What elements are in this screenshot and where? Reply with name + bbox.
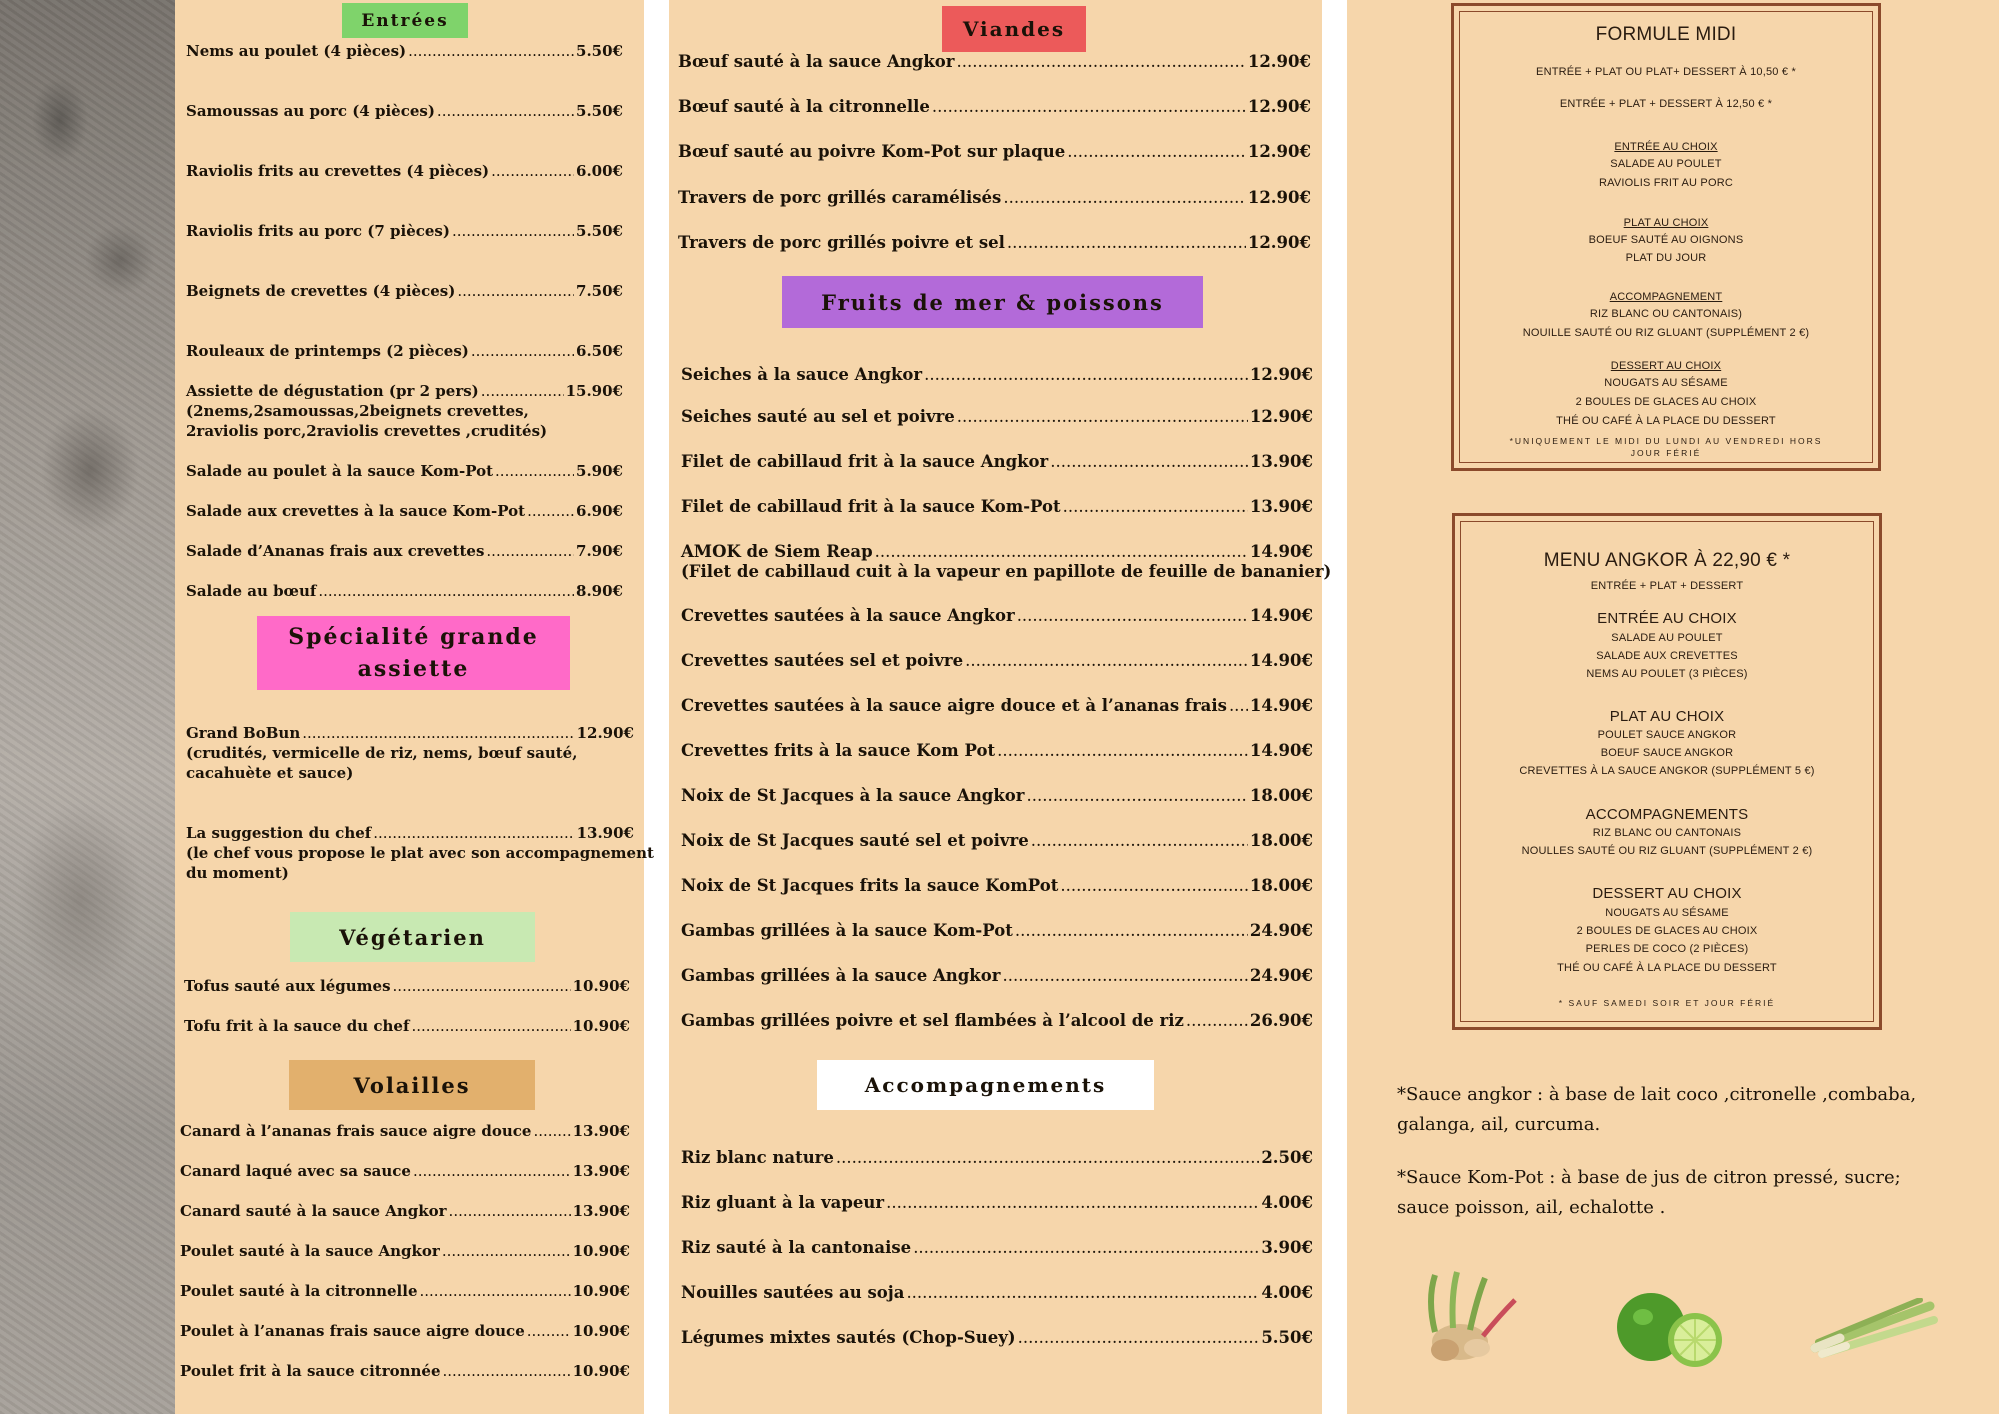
- menu-item-price: 5.50€: [576, 222, 623, 240]
- menu-item-name: Canard sauté à la sauce Angkor: [180, 1202, 447, 1220]
- section-header-volailles: Volailles: [289, 1060, 535, 1110]
- dot-leader: [457, 281, 574, 301]
- menu-item-price: 7.90€: [576, 542, 623, 560]
- menu-item-name: Tofus sauté aux légumes: [184, 977, 391, 995]
- menu-item-price: 12.90€: [1247, 97, 1311, 116]
- menu-item-name: Poulet frit à la sauce citronnée: [180, 1362, 441, 1380]
- box-line: THÉ OU CAFÉ À LA PLACE DU DESSERT: [1557, 962, 1777, 974]
- menu-item-price: 5.50€: [576, 102, 623, 120]
- menu-item-name: Nouilles sautées au soja: [681, 1283, 905, 1302]
- box-line: BOEUF SAUTÉ AU OIGNONS: [1588, 234, 1744, 246]
- menu-item: [180, 1161, 630, 1181]
- box-line: RIZ BLANC OU CANTONAIS: [1592, 827, 1742, 839]
- dot-leader: [1026, 786, 1247, 806]
- menu-item-price: 18.00€: [1249, 831, 1313, 850]
- dot-leader: [1015, 921, 1248, 941]
- menu-item-price: 5.50€: [576, 42, 623, 60]
- menu-item: [681, 407, 1313, 427]
- menu-item-price: 14.90€: [1249, 651, 1313, 670]
- menu-item-price: 15.90€: [565, 382, 623, 400]
- section-header-vegetarien: Végétarien: [290, 912, 535, 962]
- menu-item: [186, 823, 634, 843]
- menu-item-name: Travers de porc grillés poivre et sel: [678, 233, 1005, 252]
- menu-item-name: Crevettes sautées à la sauce Angkor: [681, 606, 1015, 625]
- dot-leader: [495, 461, 574, 481]
- menu-item: [678, 142, 1311, 162]
- box-line: PLAT AU CHOIX: [1623, 217, 1709, 229]
- menu-item-name: Salade aux crevettes à la sauce Kom-Pot: [186, 502, 526, 520]
- section-header-viandes: Viandes: [942, 6, 1086, 52]
- box-line: DESSERT AU CHOIX: [1610, 360, 1722, 372]
- menu-item-price: 10.90€: [572, 1242, 630, 1260]
- dot-leader: [1186, 1011, 1248, 1031]
- menu-item-price: 12.90€: [1249, 365, 1313, 384]
- menu-angkor-box: [1452, 513, 1882, 1030]
- box-line: FORMULE MIDI: [1595, 24, 1737, 45]
- dot-leader: [957, 407, 1248, 427]
- menu-item-price: 12.90€: [1247, 233, 1311, 252]
- menu-item-name: Samoussas au porc (4 pièces): [186, 102, 435, 120]
- menu-item-name: Travers de porc grillés caramélisés: [678, 188, 1002, 207]
- dot-leader: [411, 1016, 570, 1036]
- menu-item-price: 13.90€: [572, 1162, 630, 1180]
- menu-item-price: 18.00€: [1249, 786, 1313, 805]
- menu-item-description: (crudités, vermicelle de riz, nems, bœuf sauté, cacahuète et sauce): [186, 744, 578, 782]
- galangal-root: [1431, 1272, 1515, 1361]
- menu-item: [681, 1238, 1313, 1258]
- box-line: ENTRÉE + PLAT + DESSERT À 12,50 € *: [1559, 98, 1773, 110]
- box-line: ENTRÉE + PLAT + DESSERT: [1590, 580, 1744, 592]
- section-header-entrees: Entrées: [342, 3, 468, 38]
- menu-item-name: Poulet sauté à la sauce Angkor: [180, 1242, 440, 1260]
- box-line: THÉ OU CAFÉ À LA PLACE DU DESSERT: [1556, 415, 1776, 427]
- menu-item: [186, 41, 623, 61]
- dot-leader: [1017, 606, 1248, 626]
- menu-item: [681, 651, 1313, 671]
- dot-leader: [318, 581, 574, 601]
- menu-item: [681, 365, 1313, 385]
- menu-item: [180, 1241, 630, 1261]
- menu-item-price: 13.90€: [576, 824, 634, 842]
- dot-leader: [1229, 696, 1248, 716]
- box-line: RIZ BLANC OU CANTONAIS): [1589, 308, 1743, 320]
- menu-item-price: 10.90€: [572, 1017, 630, 1035]
- menu-item: [681, 876, 1313, 896]
- menu-item: [186, 221, 623, 241]
- menu-item-name: Poulet à l’ananas frais sauce aigre douce: [180, 1322, 525, 1340]
- dot-leader: [1060, 876, 1248, 896]
- menu-item-name: Seiches sauté au sel et poivre: [681, 407, 955, 426]
- menu-item-price: 4.00€: [1261, 1193, 1313, 1212]
- menu-item: [681, 831, 1313, 851]
- menu-item: [681, 1283, 1313, 1303]
- menu-item: [681, 966, 1313, 986]
- menu-item-name: Riz gluant à la vapeur: [681, 1193, 885, 1212]
- dot-leader: [836, 1148, 1259, 1168]
- menu-item: [184, 1016, 630, 1036]
- menu-item-price: 13.90€: [1249, 497, 1313, 516]
- menu-item: [681, 606, 1313, 626]
- dot-leader: [527, 501, 574, 521]
- section-header-fruits-de-mer: Fruits de mer & poissons: [782, 276, 1203, 328]
- lemongrass-stalks: [1815, 1300, 1934, 1354]
- menu-item-name: Gambas grillées poivre et sel flambées à l’alcool de riz: [681, 1011, 1184, 1030]
- menu-panel-left: [175, 0, 654, 1414]
- menu-item: [678, 233, 1311, 253]
- box-line: JOUR FÉRIÉ: [1630, 448, 1702, 458]
- box-line: ENTRÉE AU CHOIX: [1614, 141, 1718, 153]
- menu-item: [681, 1328, 1313, 1348]
- menu-item-name: Bœuf sauté à la citronnelle: [678, 97, 930, 116]
- lemongrass-icon: [1810, 1298, 1938, 1358]
- menu-item-name: Crevettes sautées sel et poivre: [681, 651, 964, 670]
- box-line: *UNIQUEMENT LE MIDI DU LUNDI AU VENDREDI HORS: [1509, 436, 1823, 446]
- dot-leader: [1018, 1328, 1260, 1348]
- dot-leader: [924, 365, 1248, 385]
- menu-item-price: 14.90€: [1249, 741, 1313, 760]
- menu-item-description: (le chef vous propose le plat avec son accompagnement du moment): [186, 844, 654, 882]
- dot-leader: [471, 341, 574, 361]
- menu-item: [180, 1321, 630, 1341]
- menu-item: [678, 188, 1311, 208]
- box-line: ACCOMPAGNEMENT: [1609, 291, 1723, 303]
- menu-item-name: Noix de St Jacques frits la sauce KomPot: [681, 876, 1059, 895]
- menu-item: [681, 786, 1313, 806]
- specialite-header-line2: assiette: [357, 656, 470, 682]
- menu-item-name: Canard laqué avec sa sauce: [180, 1162, 411, 1180]
- menu-item-price: 13.90€: [1249, 452, 1313, 471]
- box-line: DESSERT AU CHOIX: [1592, 885, 1742, 902]
- menu-item-price: 14.90€: [1249, 696, 1313, 715]
- dot-leader: [1003, 188, 1246, 208]
- menu-item-name: Filet de cabillaud frit à la sauce Angkor: [681, 452, 1049, 471]
- menu-item: [186, 161, 623, 181]
- section-header-specialite: [257, 616, 570, 690]
- dot-leader: [437, 101, 574, 121]
- box-line: ENTRÉE + PLAT OU PLAT+ DESSERT À 10,50 € *: [1536, 66, 1796, 78]
- menu-item-name: AMOK de Siem Reap: [681, 542, 873, 561]
- menu-item-name: Crevettes sautées à la sauce aigre douce et à l’ananas frais: [681, 696, 1227, 715]
- dot-leader: [393, 976, 571, 996]
- box-line: ENTRÉE AU CHOIX: [1597, 610, 1737, 627]
- menu-item: [186, 723, 634, 743]
- dot-leader: [302, 723, 574, 743]
- menu-item-name: Riz sauté à la cantonaise: [681, 1238, 912, 1257]
- menu-item-name: Salade d’Ananas frais aux crevettes: [186, 542, 485, 560]
- menu-item-name: Légumes mixtes sautés (Chop-Suey): [681, 1328, 1016, 1347]
- dot-leader: [997, 741, 1248, 761]
- dot-leader: [906, 1283, 1259, 1303]
- menu-item-price: 10.90€: [572, 977, 630, 995]
- menu-item: [678, 52, 1311, 72]
- dot-leader: [965, 651, 1248, 671]
- specialite-header-line1: Spécialité grande: [288, 624, 539, 650]
- dot-leader: [1002, 966, 1247, 986]
- dot-leader: [449, 1201, 571, 1221]
- box-line: 2 BOULES DE GLACES AU CHOIX: [1575, 396, 1757, 408]
- menu-item: [186, 501, 623, 521]
- menu-item: [186, 281, 623, 301]
- menu-item: [184, 976, 630, 996]
- dot-leader: [491, 161, 574, 181]
- menu-item-price: 2.50€: [1261, 1148, 1313, 1167]
- menu-item: [180, 1121, 630, 1141]
- sauce-angkor-note: *Sauce angkor : à base de lait coco ,citronelle ,combaba, galanga, ail, curcuma.: [1397, 1084, 1917, 1135]
- box-line: NOUGATS AU SÉSAME: [1605, 907, 1729, 919]
- dot-leader: [373, 823, 574, 843]
- menu-item: [180, 1281, 630, 1301]
- dot-leader: [886, 1193, 1259, 1213]
- menu-item: [681, 921, 1313, 941]
- menu-item-name: Beignets de crevettes (4 pièces): [186, 282, 456, 300]
- box-line: RAVIOLIS FRIT AU PORC: [1599, 177, 1733, 189]
- menu-item-price: 26.90€: [1249, 1011, 1313, 1030]
- menu-item-price: 6.90€: [576, 502, 623, 520]
- menu-item-name: Filet de cabillaud frit à la sauce Kom-Pot: [681, 497, 1061, 516]
- menu-item-price: 12.90€: [1247, 142, 1311, 161]
- menu-item: [681, 1148, 1313, 1168]
- dot-leader: [486, 541, 574, 561]
- dot-leader: [452, 221, 574, 241]
- menu-item-price: 5.90€: [576, 462, 623, 480]
- dot-leader: [913, 1238, 1259, 1258]
- dot-leader: [956, 52, 1245, 72]
- menu-item-price: 10.90€: [572, 1282, 630, 1300]
- menu-item: [681, 741, 1313, 761]
- menu-item: [681, 542, 1313, 562]
- dot-leader: [1063, 497, 1248, 517]
- menu-item: [678, 97, 1311, 117]
- menu-item-price: 14.90€: [1249, 606, 1313, 625]
- menu-item: [186, 341, 623, 361]
- kaffir-lime-icon: [1613, 1285, 1728, 1370]
- menu-item-price: 10.90€: [572, 1322, 630, 1340]
- menu-item: [681, 1193, 1313, 1213]
- menu-item-price: 6.50€: [576, 342, 623, 360]
- menu-item-name: Tofu frit à la sauce du chef: [184, 1017, 410, 1035]
- menu-item-price: 24.90€: [1249, 921, 1313, 940]
- menu-item-price: 5.50€: [1261, 1328, 1313, 1347]
- box-line: PLAT DU JOUR: [1625, 252, 1707, 264]
- box-line: MENU ANGKOR À 22,90 € *: [1543, 550, 1791, 571]
- menu-item-name: Nems au poulet (4 pièces): [186, 42, 407, 60]
- dot-leader: [533, 1121, 570, 1141]
- menu-item-name: Raviolis frits au crevettes (4 pièces): [186, 162, 490, 180]
- dot-leader: [527, 1321, 571, 1341]
- menu-item-price: 13.90€: [572, 1202, 630, 1220]
- menu-item-name: Salade au poulet à la sauce Kom-Pot: [186, 462, 494, 480]
- menu-item-price: 12.90€: [1249, 407, 1313, 426]
- menu-item: [681, 696, 1313, 716]
- menu-item-name: Bœuf sauté à la sauce Angkor: [678, 52, 955, 71]
- box-line: PERLES DE COCO (2 PIÈCES): [1585, 943, 1749, 955]
- menu-item: [681, 452, 1313, 472]
- box-line: ACCOMPAGNEMENTS: [1585, 806, 1749, 823]
- dot-leader: [408, 41, 574, 61]
- menu-item: [186, 541, 623, 561]
- box-line: NOUILLE SAUTÉ OU RIZ GLUANT (SUPPLÉMENT 2 €): [1522, 327, 1810, 339]
- menu-item-name: Salade au bœuf: [186, 582, 317, 600]
- dot-leader: [413, 1161, 571, 1181]
- menu-item-name: Canard à l’ananas frais sauce aigre douce: [180, 1122, 532, 1140]
- menu-item: [186, 581, 623, 601]
- menu-item: [681, 1011, 1313, 1031]
- menu-item-price: 12.90€: [576, 724, 634, 742]
- menu-item-price: 10.90€: [572, 1362, 630, 1380]
- menu-item-price: 12.90€: [1247, 52, 1311, 71]
- menu-item: [186, 381, 623, 401]
- menu-item-name: Assiette de dégustation (pr 2 pers): [186, 382, 479, 400]
- menu-item-name: Gambas grillées à la sauce Kom-Pot: [681, 921, 1013, 940]
- angkor-apsara-statue-image: [0, 0, 175, 1414]
- dot-leader: [420, 1281, 571, 1301]
- menu-item-price: 8.90€: [576, 582, 623, 600]
- box-line: CREVETTES À LA SAUCE ANGKOR (SUPPLÉMENT 5 €): [1519, 765, 1815, 777]
- box-line: SALADE AUX CREVETTES: [1596, 650, 1738, 662]
- menu-item-description: (Filet de cabillaud cuit à la vapeur en papillote de feuille de bananier): [681, 562, 1332, 581]
- menu-item-price: 6.00€: [576, 162, 623, 180]
- menu-item-name: Noix de St Jacques sauté sel et poivre: [681, 831, 1029, 850]
- box-line: 2 BOULES DE GLACES AU CHOIX: [1576, 925, 1758, 937]
- menu-item-price: 18.00€: [1249, 876, 1313, 895]
- menu-item: [186, 101, 623, 121]
- menu-item-name: Noix de St Jacques à la sauce Angkor: [681, 786, 1025, 805]
- dot-leader: [875, 542, 1248, 562]
- box-line: SALADE AU POULET: [1610, 158, 1722, 170]
- kaffir-lime-fruits: [1617, 1293, 1722, 1367]
- menu-item-price: 4.00€: [1261, 1283, 1313, 1302]
- menu-item: [180, 1201, 630, 1221]
- menu-panel-center: [669, 0, 1332, 1414]
- menu-item-price: 24.90€: [1249, 966, 1313, 985]
- dot-leader: [1031, 831, 1248, 851]
- menu-item-description: (2nems,2samoussas,2beignets crevettes, 2raviolis porc,2raviolis crevettes ,crudités): [186, 402, 548, 440]
- box-line: PLAT AU CHOIX: [1609, 708, 1725, 725]
- menu-item: [186, 461, 623, 481]
- dot-leader: [442, 1241, 571, 1261]
- menu-item: [681, 497, 1313, 517]
- menu-item-name: Poulet sauté à la citronnelle: [180, 1282, 418, 1300]
- section-header-accompagnements: Accompagnements: [817, 1060, 1154, 1110]
- menu-item-name: Grand BoBun: [186, 724, 301, 742]
- menu-item-price: 13.90€: [572, 1122, 630, 1140]
- box-line: NEMS AU POULET (3 PIÈCES): [1586, 668, 1748, 680]
- menu-item-name: Crevettes frits à la sauce Kom Pot: [681, 741, 996, 760]
- dot-leader: [481, 381, 564, 401]
- menu-item-price: 12.90€: [1247, 188, 1311, 207]
- menu-item-price: 14.90€: [1249, 542, 1313, 561]
- menu-item-name: Bœuf sauté au poivre Kom-Pot sur plaque: [678, 142, 1066, 161]
- menu-item-price: 7.50€: [576, 282, 623, 300]
- box-line: POULET SAUCE ANGKOR: [1597, 729, 1737, 741]
- dot-leader: [1050, 452, 1248, 472]
- box-line: SALADE AU POULET: [1611, 632, 1723, 644]
- dot-leader: [932, 97, 1246, 117]
- menu-item-price: 3.90€: [1261, 1238, 1313, 1257]
- menu-item-name: La suggestion du chef: [186, 824, 372, 842]
- menu-item: [180, 1361, 630, 1381]
- dot-leader: [1007, 233, 1246, 253]
- galangal-icon: [1405, 1270, 1525, 1370]
- menu-item-name: Seiches à la sauce Angkor: [681, 365, 923, 384]
- menu-item-name: Gambas grillées à la sauce Angkor: [681, 966, 1001, 985]
- dot-leader: [1067, 142, 1246, 162]
- dot-leader: [443, 1361, 571, 1381]
- formule-midi-box: [1451, 3, 1881, 471]
- box-line: BOEUF SAUCE ANGKOR: [1600, 747, 1734, 759]
- box-line: NOULLES SAUTÉ OU RIZ GLUANT (SUPPLÉMENT 2 €): [1521, 845, 1813, 857]
- sauce-kompot-note: *Sauce Kom-Pot : à base de jus de citron pressé, sucre; sauce poisson, ail, echalotte .: [1397, 1167, 1901, 1218]
- box-line: NOUGATS AU SÉSAME: [1604, 377, 1728, 389]
- menu-item-name: Riz blanc nature: [681, 1148, 834, 1167]
- menu-item-name: Raviolis frits au porc (7 pièces): [186, 222, 450, 240]
- menu-item-name: Rouleaux de printemps (2 pièces): [186, 342, 469, 360]
- box-line: * SAUF SAMEDI SOIR ET JOUR FÉRIÉ: [1558, 998, 1776, 1008]
